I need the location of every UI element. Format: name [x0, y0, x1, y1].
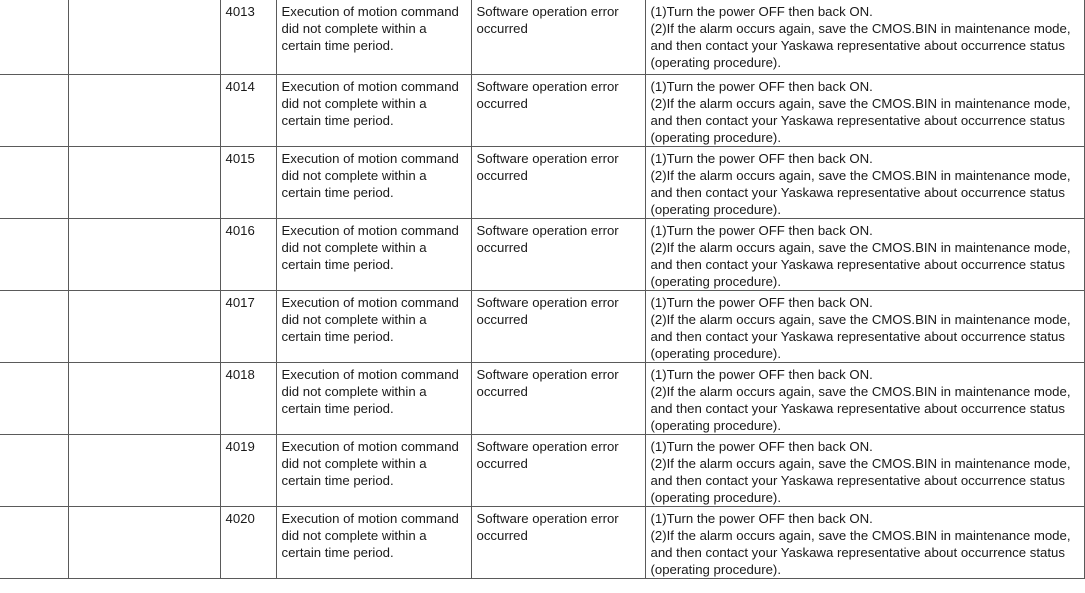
alarm-meaning-cell: Execution of motion command did not complete within a certain time period.: [276, 362, 471, 434]
alarm-cause-cell: Software operation error occurred: [471, 146, 645, 218]
empty-cell: [68, 218, 220, 290]
alarm-code-cell: 4019: [220, 434, 276, 506]
alarm-cause-cell: Software operation error occurred: [471, 290, 645, 362]
empty-cell: [0, 74, 68, 146]
empty-cell: [68, 434, 220, 506]
remedy-step-1: (1)Turn the power OFF then back ON.: [650, 78, 873, 94]
remedy-step-2: (2)If the alarm occurs again, save the CMOS.BIN in maintenance mode, and then contact your Yaskawa representative about occurrence status (operating procedure).: [650, 167, 1071, 217]
alarm-meaning-cell: Execution of motion command did not complete within a certain time period.: [276, 0, 471, 74]
empty-cell: [0, 146, 68, 218]
alarm-code-cell: 4018: [220, 362, 276, 434]
table-row: [0, 362, 1085, 434]
alarm-meaning-cell: Execution of motion command did not complete within a certain time period.: [276, 290, 471, 362]
alarm-remedy-cell: [645, 434, 1085, 506]
alarm-cause-cell: Software operation error occurred: [471, 74, 645, 146]
table-row: [0, 218, 1085, 290]
remedy-step-1: (1)Turn the power OFF then back ON.: [650, 294, 873, 310]
alarm-meaning-cell: Execution of motion command did not complete within a certain time period.: [276, 434, 471, 506]
alarm-cause-cell: Software operation error occurred: [471, 506, 645, 578]
empty-cell: [0, 362, 68, 434]
remedy-step-2: (2)If the alarm occurs again, save the CMOS.BIN in maintenance mode, and then contact your Yaskawa representative about occurrence status (operating procedure).: [650, 21, 1071, 70]
table-row: [0, 506, 1085, 578]
alarm-cause-cell: Software operation error occurred: [471, 218, 645, 290]
remedy-step-2: (2)If the alarm occurs again, save the CMOS.BIN in maintenance mode, and then contact your Yaskawa representative about occurrence status (operating procedure).: [650, 95, 1071, 145]
alarm-code-cell: 4015: [220, 146, 276, 218]
alarm-cause-cell: Software operation error occurred: [471, 362, 645, 434]
empty-cell: [0, 290, 68, 362]
table-row: [0, 146, 1085, 218]
remedy-step-2: (2)If the alarm occurs again, save the CMOS.BIN in maintenance mode, and then contact your Yaskawa representative about occurrence status (operating procedure).: [650, 383, 1071, 433]
alarm-meaning-cell: Execution of motion command did not complete within a certain time period.: [276, 146, 471, 218]
remedy-step-2: (2)If the alarm occurs again, save the CMOS.BIN in maintenance mode, and then contact your Yaskawa representative about occurrence status (operating procedure).: [650, 455, 1071, 505]
table-row: [0, 0, 1085, 74]
alarm-code-cell: 4016: [220, 218, 276, 290]
empty-cell: [68, 146, 220, 218]
table-row: [0, 290, 1085, 362]
empty-cell: [0, 0, 68, 74]
alarm-code-cell: 4014: [220, 74, 276, 146]
remedy-step-2: (2)If the alarm occurs again, save the CMOS.BIN in maintenance mode, and then contact your Yaskawa representative about occurrence status (operating procedure).: [650, 239, 1071, 289]
alarm-remedy-cell: [645, 290, 1085, 362]
alarm-remedy-cell: [645, 506, 1085, 578]
empty-cell: [68, 506, 220, 578]
alarm-code-cell: 4013: [220, 0, 276, 74]
alarm-code-cell: 4017: [220, 290, 276, 362]
remedy-step-1: (1)Turn the power OFF then back ON.: [650, 150, 873, 166]
empty-cell: [68, 362, 220, 434]
alarm-remedy-cell: [645, 362, 1085, 434]
alarm-meaning-cell: Execution of motion command did not complete within a certain time period.: [276, 506, 471, 578]
remedy-step-2: (2)If the alarm occurs again, save the CMOS.BIN in maintenance mode, and then contact your Yaskawa representative about occurrence status (operating procedure).: [650, 311, 1071, 361]
remedy-step-1: (1)Turn the power OFF then back ON.: [650, 222, 873, 238]
remedy-step-1: (1)Turn the power OFF then back ON.: [650, 438, 873, 454]
empty-cell: [0, 218, 68, 290]
alarm-remedy-cell: [645, 218, 1085, 290]
alarm-remedy-cell: [645, 0, 1085, 74]
empty-cell: [0, 506, 68, 578]
empty-cell: [68, 0, 220, 74]
remedy-step-1: (1)Turn the power OFF then back ON.: [650, 510, 873, 526]
remedy-step-1: (1)Turn the power OFF then back ON.: [650, 4, 873, 19]
alarm-meaning-cell: Execution of motion command did not complete within a certain time period.: [276, 74, 471, 146]
table-row: [0, 434, 1085, 506]
alarm-remedy-cell: [645, 74, 1085, 146]
empty-cell: [0, 434, 68, 506]
empty-cell: [68, 74, 220, 146]
empty-cell: [68, 290, 220, 362]
remedy-step-1: (1)Turn the power OFF then back ON.: [650, 366, 873, 382]
alarm-remedy-cell: [645, 146, 1085, 218]
remedy-step-2: (2)If the alarm occurs again, save the CMOS.BIN in maintenance mode, and then contact your Yaskawa representative about occurrence status (operating procedure).: [650, 527, 1071, 577]
alarm-code-cell: 4020: [220, 506, 276, 578]
table-row: [0, 74, 1085, 146]
alarm-cause-cell: Software operation error occurred: [471, 434, 645, 506]
alarm-meaning-cell: Execution of motion command did not complete within a certain time period.: [276, 218, 471, 290]
alarm-cause-cell: Software operation error occurred: [471, 0, 645, 74]
